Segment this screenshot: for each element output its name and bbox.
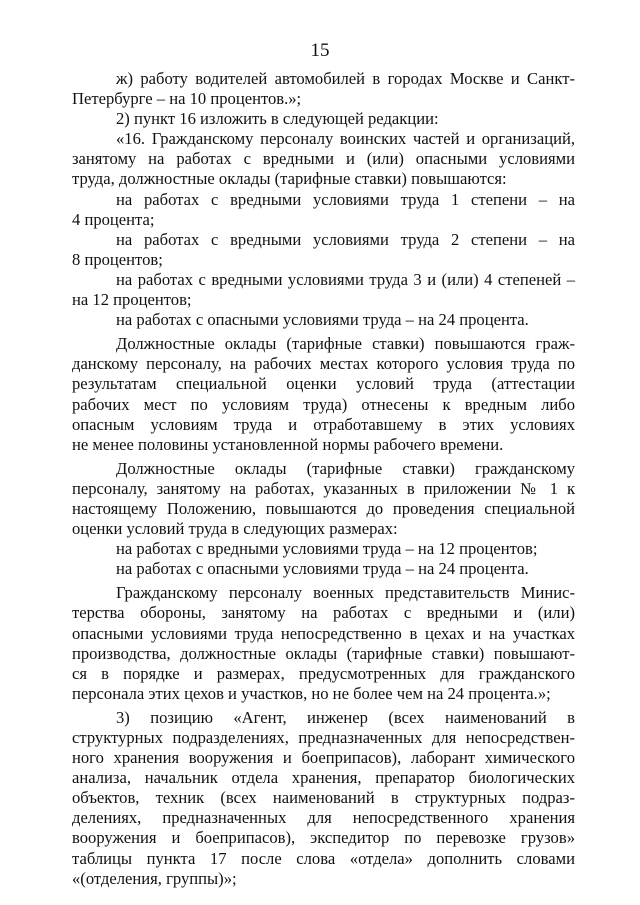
text-line: опасным условиям труда и отработавшему в этих условиях [72,414,575,434]
text-line: 8 процентов; [72,249,163,269]
text-line: 4 процента; [72,209,155,229]
text-line: не менее половины установленной нормы рабочего времени. [72,434,504,454]
text-line: труда, должностные оклады (тарифные ставки) повышаются: [72,169,507,189]
text-line: на работах с вредными условиями труда 3 и (или) 4 степеней – [116,269,575,289]
text-line: таблицы пункта 17 после слова «отдела» дополнить словами [72,848,575,868]
text-line: на 12 процентов; [72,290,192,310]
text-line: анализа, начальник отдела хранения, препаратор биологических [72,768,575,788]
text-line: Гражданскому персоналу военных представительств Минис- [116,583,575,603]
text-line: настоящему Положению, повышаются до проведения специальной [72,498,575,518]
text-line: на работах с опасными условиями труда – на 24 процента. [116,310,529,330]
text-line: делениях, предназначенных для непосредственного хранения [72,808,575,828]
text-line: ся в порядке и размерах, предусмотренных для гражданского [72,663,575,683]
text-line: ж) работу водителей автомобилей в городах Москве и Санкт- [116,69,575,88]
text-line: данскому персоналу, на рабочих местах которого условия труда по [72,354,575,374]
text-line: оценки условий труда в следующих размерах: [72,519,398,539]
text-line: занятому на работах с вредными и (или) опасными условиями [72,149,575,169]
text-line: Должностные оклады (тарифные ставки) повышаются граж- [116,334,575,354]
text-line: на работах с вредными условиями труда – на 12 процентов; [116,539,538,559]
text-line: на работах с вредными условиями труда 1 степени – на [116,189,575,209]
text-line: «(отделения, группы)»; [72,868,237,888]
text-line: персоналу, занятому на работах, указанных в приложении № 1 к [72,478,575,498]
page-number: 15 [310,40,330,61]
text-line: производства, должностные оклады (тарифные ставки) повышают- [72,643,575,663]
text-line: на работах с опасными условиями труда – на 24 процента. [116,559,529,579]
document-body [72,69,575,889]
text-line: персонала этих цехов и участков, но не более чем на 24 процента.»; [72,683,551,703]
text-line: Петербурге – на 10 процентов.»; [72,89,302,109]
text-line: вооружения и боеприпасов), экспедитор по перевозке грузов» [72,828,575,848]
text-line: структурных подразделениях, предназначенных для непосредствен- [72,728,575,747]
text-line: ного хранения вооружения и боеприпасов), лаборант химического [72,748,575,768]
text-line: 2) пункт 16 изложить в следующей редакции: [116,109,439,129]
text-line: опасными условиями труда непосредственно в цехах и на участках [72,623,575,643]
text-line: 3) позицию «Агент, инженер (всех наименований в [116,707,575,727]
text-line: объектов, техник (всех наименований в структурных подраз- [72,788,575,808]
text-line: терства обороны, занятому на работах с вредными и (или) [72,603,575,623]
text-line: Должностные оклады (тарифные ставки) гражданскому [116,458,575,478]
text-line: результатам специальной оценки условий труда (аттестации [72,374,575,394]
text-line: на работах с вредными условиями труда 2 степени – на [116,229,575,249]
text-line: рабочих мест по условиям труда) отнесены к вредным либо [72,394,575,414]
text-line: «16. Гражданскому персоналу воинских частей и организаций, [116,129,575,149]
